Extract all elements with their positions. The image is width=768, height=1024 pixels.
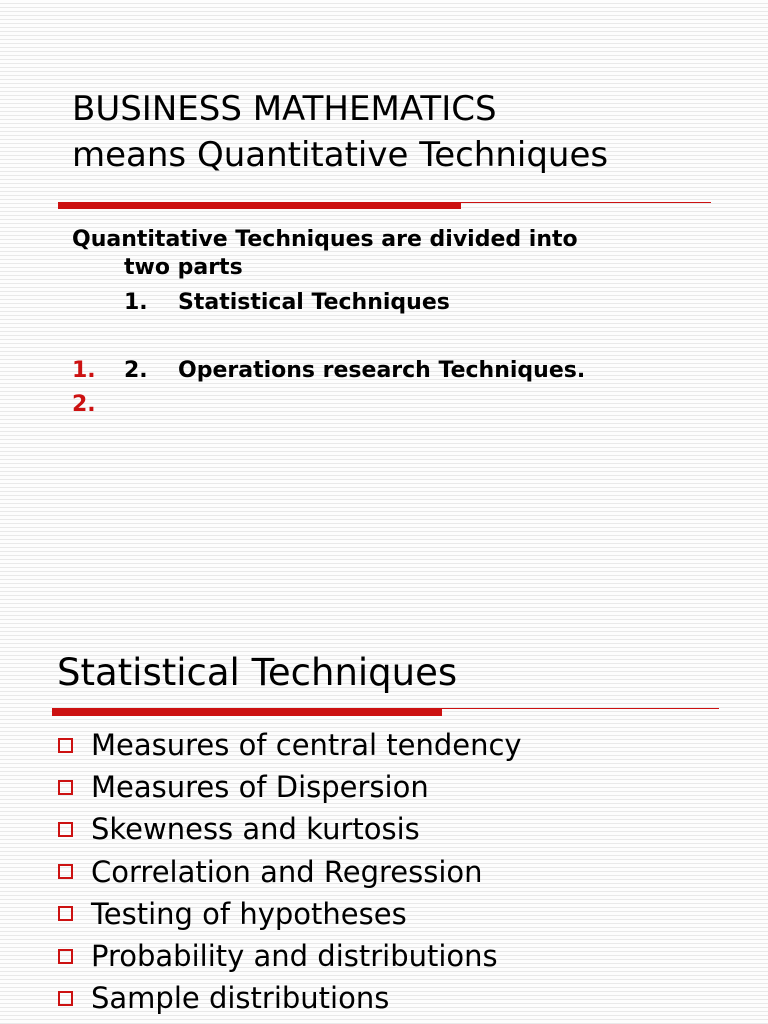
hollow-square-bullet-icon	[58, 738, 73, 753]
list-item-text: Correlation and Regression	[91, 854, 483, 889]
slide-1-title-line-1: BUSINESS MATHEMATICS	[72, 89, 497, 129]
hollow-square-bullet-icon	[58, 864, 73, 879]
hollow-square-bullet-icon	[58, 906, 73, 921]
list-item-text: Skewness and kurtosis	[91, 812, 420, 847]
list-item-text: Measures of Dispersion	[91, 770, 429, 805]
list-item	[58, 766, 522, 808]
list-item	[58, 808, 522, 850]
slide-2	[0, 628, 768, 1024]
intro-text	[72, 226, 578, 282]
hollow-square-bullet-icon	[58, 949, 73, 964]
list-item-text: Testing of hypotheses	[91, 896, 407, 931]
list-item	[58, 935, 522, 977]
intro-line-1: Quantitative Techniques are divided into	[72, 227, 578, 252]
statistical-techniques-list	[58, 724, 522, 1019]
list-item-text: Probability and distributions	[91, 939, 498, 974]
technique-item-1	[124, 289, 450, 317]
technique-item-1-text: Statistical Techniques	[178, 290, 450, 315]
slide-2-underline-thin	[442, 708, 719, 709]
technique-item-1-number: 1.	[124, 290, 148, 315]
list-item	[58, 851, 522, 893]
slide-2-underline-thick	[52, 708, 442, 716]
slide-1-title	[72, 86, 752, 178]
technique-item-2	[124, 357, 585, 385]
list-item	[58, 893, 522, 935]
slide-2-title: Statistical Techniques	[57, 651, 458, 694]
technique-item-2-number: 2.	[124, 358, 148, 383]
list-item	[58, 724, 522, 766]
slide-1-title-line-2: means Quantitative Techniques	[72, 135, 609, 175]
technique-item-2-text: Operations research Techniques.	[178, 358, 586, 383]
red-list-number-1: 1.	[72, 358, 96, 383]
hollow-square-bullet-icon	[58, 822, 73, 837]
title-underline-thin	[461, 202, 711, 203]
list-item-text: Measures of central tendency	[91, 728, 522, 763]
title-underline-thick	[58, 202, 461, 209]
list-item-text: Sample distributions	[91, 981, 390, 1016]
list-item	[58, 977, 522, 1019]
intro-line-2: two parts	[124, 255, 243, 280]
red-list-number-2: 2.	[72, 392, 96, 417]
hollow-square-bullet-icon	[58, 991, 73, 1006]
hollow-square-bullet-icon	[58, 780, 73, 795]
